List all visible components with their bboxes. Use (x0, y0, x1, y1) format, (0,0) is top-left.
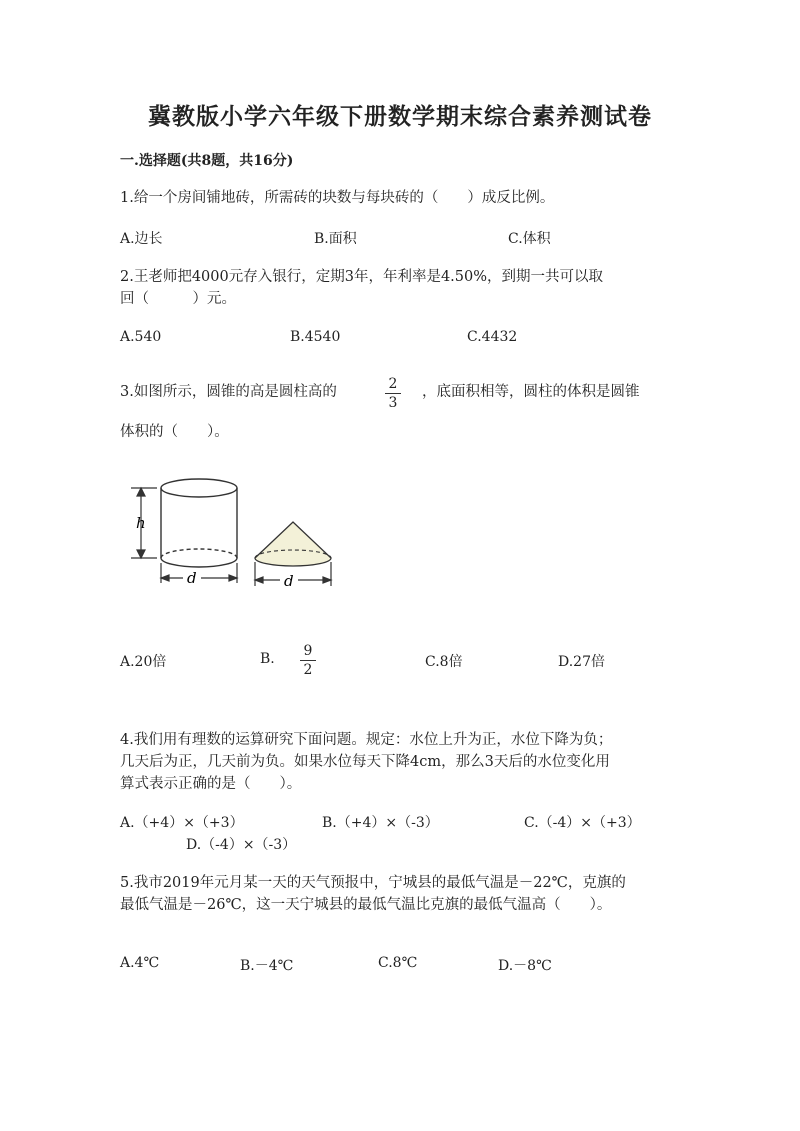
question-3-option-b: B. (260, 651, 275, 667)
cylinder-cone-figure (125, 470, 345, 600)
question-3-line-1a: 3.如图所示，圆锥的高是圆柱高的 (120, 384, 337, 400)
question-2-option-b: B.4540 (290, 329, 341, 345)
question-2-line-1: 2.王老师把4000元存入银行，定期3年，年利率是4.50%，到期一共可以取 (120, 269, 604, 285)
fraction-numerator: 9 (303, 643, 313, 659)
question-4-line-2: 几天后为正，几天前为负。如果水位每天下降4cm，那么3天后的水位变化用 (120, 754, 610, 770)
question-5-option-b: B.－4℃ (240, 958, 294, 974)
fraction-bar (385, 393, 401, 394)
question-2-option-a: A.540 (120, 329, 162, 345)
question-3-fraction (385, 376, 401, 411)
cylinder-diameter-label: d (187, 569, 197, 587)
cylinder-shape (161, 479, 237, 567)
fraction-numerator: 2 (388, 376, 398, 392)
fraction-denominator: 3 (388, 395, 398, 411)
question-4-option-a: A.（+4）×（+3） (120, 815, 244, 831)
question-1-text: 1.给一个房间铺地砖，所需砖的块数与每块砖的（ ）成反比例。 (120, 190, 555, 206)
question-3-option-a: A.20倍 (120, 654, 167, 670)
cone-shape (255, 522, 331, 566)
question-5-option-a: A.4℃ (120, 955, 160, 971)
cylinder-diameter-arrow (161, 563, 237, 583)
question-2-line-2: 回（ ）元。 (120, 291, 236, 307)
question-5-option-d: D.－8℃ (498, 958, 552, 974)
question-3-line-2: 体积的（ ）。 (120, 424, 229, 440)
question-3-option-d: D.27倍 (558, 654, 605, 670)
question-3-line-1b: ，底面积相等，圆柱的体积是圆锥 (422, 384, 640, 400)
question-5-line-2: 最低气温是－26℃，这一天宁城县的最低气温比克旗的最低气温高（ ）。 (120, 897, 612, 913)
question-2-option-c: C.4432 (467, 329, 518, 345)
question-3-option-c: C.8倍 (425, 654, 463, 670)
question-1-option-c: C.体积 (508, 231, 551, 247)
question-4-option-d: D.（-4）×（-3） (186, 837, 297, 853)
question-4-line-1: 4.我们用有理数的运算研究下面问题。规定：水位上升为正，水位下降为负； (120, 732, 613, 748)
page-title: 冀教版小学六年级下册数学期末综合素养测试卷 (148, 103, 652, 130)
question-4-line-3: 算式表示正确的是（ ）。 (120, 776, 302, 792)
cone-diameter-label: d (284, 572, 294, 590)
height-label: h (136, 514, 146, 532)
fraction-bar (300, 660, 316, 661)
question-5-option-c: C.8℃ (378, 955, 418, 971)
question-1-option-a: A.边长 (120, 231, 163, 247)
question-4-option-b: B.（+4）×（-3） (322, 815, 439, 831)
question-5-line-1: 5.我市2019年元月某一天的天气预报中，宁城县的最低气温是－22℃，克旗的 (120, 875, 626, 891)
fraction-denominator: 2 (303, 662, 313, 678)
question-1-option-b: B.面积 (314, 231, 357, 247)
question-4-option-c: C.（-4）×（+3） (524, 815, 641, 831)
question-3-option-b-fraction (300, 643, 316, 678)
section-heading: 一.选择题(共8题，共16分) (120, 153, 294, 169)
